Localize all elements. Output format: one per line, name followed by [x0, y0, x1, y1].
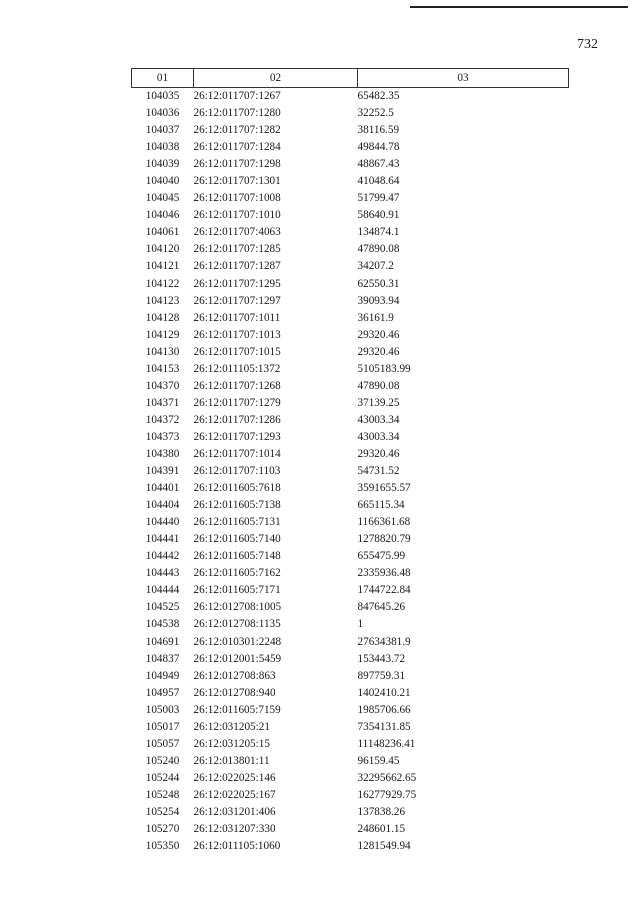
row-id-cell: 104046: [145, 209, 180, 222]
page-number: 732: [577, 37, 598, 52]
table-row: [132, 719, 569, 736]
value-cell: 38116.59: [357, 124, 400, 137]
cadastral-number-cell: 26:12:011105:1060: [193, 840, 281, 853]
cadastral-number-cell: 26:12:022025:167: [193, 788, 276, 801]
cadastral-number-cell: 26:12:011605:7148: [193, 550, 281, 563]
value-cell: 41048.64: [357, 175, 400, 188]
row-id-cell: 104122: [145, 277, 180, 290]
value-cell: 7354131.85: [357, 720, 411, 733]
row-id-cell: 105003: [145, 703, 180, 716]
cadastral-number-cell: 26:12:011707:1287: [193, 260, 281, 273]
value-cell: 58640.91: [357, 209, 400, 222]
cadastral-number-cell: 26:12:011605:7131: [193, 516, 281, 529]
cadastral-number-cell: 26:12:011707:1285: [193, 243, 281, 256]
cadastral-number-cell: 26:12:011707:1013: [193, 328, 281, 341]
table-row: [132, 258, 569, 275]
value-cell: 16277929.75: [357, 788, 417, 801]
value-cell: 47890.08: [357, 379, 400, 392]
value-cell: 27634381.9: [357, 635, 411, 648]
table-row: [132, 565, 569, 582]
table-row: [132, 480, 569, 497]
value-cell: 43003.34: [357, 413, 400, 426]
table-row: [132, 736, 569, 753]
cadastral-number-cell: 26:12:022025:146: [193, 771, 276, 784]
value-cell: 1985706.66: [357, 703, 411, 716]
table-row: [132, 531, 569, 548]
cadastral-number-cell: 26:12:012708:1135: [193, 618, 281, 631]
value-cell: 137838.26: [357, 805, 406, 818]
table-row: [132, 753, 569, 770]
table-row: [132, 241, 569, 258]
row-id-cell: 104404: [145, 499, 180, 512]
cadastral-number-cell: 26:12:031205:21: [193, 720, 270, 733]
row-id-cell: 104123: [145, 294, 180, 307]
column-header: 02: [194, 69, 358, 88]
value-cell: 1278820.79: [357, 533, 411, 546]
row-id-cell: 104370: [145, 379, 180, 392]
row-id-cell: 104957: [145, 686, 180, 699]
cadastral-number-cell: 26:12:011707:1011: [193, 311, 281, 324]
row-id-cell: 104039: [145, 158, 180, 171]
value-cell: 49844.78: [357, 141, 400, 154]
cadastral-number-cell: 26:12:011707:1268: [193, 379, 281, 392]
table-row: [132, 616, 569, 633]
table-row: [132, 173, 569, 190]
table-row: [132, 361, 569, 378]
value-cell: 34207.2: [357, 260, 394, 273]
table-row: [132, 190, 569, 207]
row-id-cell: 104038: [145, 141, 180, 154]
row-id-cell: 104036: [145, 107, 180, 120]
row-id-cell: 104440: [145, 516, 180, 529]
cadastral-number-cell: 26:12:011707:1293: [193, 430, 281, 443]
table-row: [132, 651, 569, 668]
cadastral-number-cell: 26:12:011707:1301: [193, 175, 281, 188]
table-row: [132, 429, 569, 446]
table-row: [132, 787, 569, 804]
value-cell: 48867.43: [357, 158, 400, 171]
row-id-cell: 104444: [145, 584, 180, 597]
column-header: 03: [358, 69, 569, 88]
cadastral-number-cell: 26:12:012708:940: [193, 686, 276, 699]
value-cell: 3591655.57: [357, 482, 411, 495]
row-id-cell: 104401: [145, 482, 180, 495]
table-row: [132, 412, 569, 429]
table-row: [132, 88, 569, 106]
row-id-cell: 104121: [145, 260, 180, 273]
row-id-cell: 104371: [145, 396, 180, 409]
cadastral-number-cell: 26:12:011605:7171: [193, 584, 281, 597]
table-row: [132, 207, 569, 224]
table-row: [132, 514, 569, 531]
value-cell: 37139.25: [357, 396, 400, 409]
value-cell: 29320.46: [357, 345, 400, 358]
value-cell: 1166361.68: [357, 516, 411, 529]
row-id-cell: 105248: [145, 788, 180, 801]
table-row: [132, 139, 569, 156]
header-row: [132, 69, 569, 88]
cadastral-number-cell: 26:12:011707:1284: [193, 141, 281, 154]
row-id-cell: 104037: [145, 124, 180, 137]
row-id-cell: 104391: [145, 465, 180, 478]
value-cell: 5105183.99: [357, 362, 411, 375]
cadastral-number-cell: 26:12:011707:1103: [193, 465, 281, 478]
table-row: [132, 548, 569, 565]
value-cell: 665115.34: [357, 499, 405, 512]
table-row: [132, 634, 569, 651]
row-id-cell: 104128: [145, 311, 180, 324]
value-cell: 134874.1: [357, 226, 400, 239]
row-id-cell: 104525: [145, 601, 180, 614]
value-cell: 47890.08: [357, 243, 400, 256]
cadastral-number-cell: 26:12:031205:15: [193, 737, 270, 750]
cadastral-number-cell: 26:12:031207:330: [193, 823, 276, 836]
value-cell: 897759.31: [357, 669, 406, 682]
cadastral-number-cell: 26:12:011605:7140: [193, 533, 281, 546]
cadastral-number-cell: 26:12:011707:1295: [193, 277, 281, 290]
cadastral-number-cell: 26:12:011707:1267: [193, 90, 281, 103]
row-id-cell: 104130: [145, 345, 180, 358]
cadastral-number-cell: 26:12:031201:406: [193, 805, 276, 818]
cadastral-number-cell: 26:12:011707:1298: [193, 158, 281, 171]
cadastral-number-cell: 26:12:010301:2248: [193, 635, 282, 648]
row-id-cell: 104061: [145, 226, 180, 239]
value-cell: 65482.35: [357, 90, 400, 103]
value-cell: 11148236.41: [357, 737, 416, 750]
table-row: [132, 156, 569, 173]
value-cell: 36161.9: [357, 311, 394, 324]
cadastral-number-cell: 26:12:011707:1010: [193, 209, 281, 222]
cadastral-number-cell: 26:12:011605:7159: [193, 703, 281, 716]
value-cell: 54731.52: [357, 465, 400, 478]
row-id-cell: 105017: [145, 720, 180, 733]
top-rule: [410, 6, 628, 8]
value-cell: 29320.46: [357, 448, 400, 460]
cadastral-number-cell: 26:12:011707:1280: [193, 107, 281, 120]
cadastral-number-cell: 26:12:011707:1282: [193, 124, 281, 137]
cadastral-number-cell: 26:12:011707:1014: [193, 448, 281, 460]
row-id-cell: 104380: [145, 448, 180, 460]
cadastral-number-cell: 26:12:011605:7138: [193, 499, 281, 512]
table-row: [132, 395, 569, 412]
value-cell: 43003.34: [357, 430, 400, 443]
row-id-cell: 104691: [145, 635, 180, 648]
cadastral-number-cell: 26:12:011707:1297: [193, 294, 281, 307]
value-cell: 51799.47: [357, 192, 400, 205]
row-id-cell: 104045: [145, 192, 180, 205]
row-id-cell: 105350: [145, 840, 180, 853]
value-cell: 1281549.94: [357, 840, 411, 853]
row-id-cell: 104443: [145, 567, 180, 580]
row-id-cell: 104441: [145, 533, 180, 546]
table-row: [132, 702, 569, 719]
cadastral-number-cell: 26:12:011605:7162: [193, 567, 281, 580]
cadastral-number-cell: 26:12:011707:1015: [193, 345, 281, 358]
cadastral-number-cell: 26:12:011707:1286: [193, 413, 281, 426]
value-cell: 62550.31: [357, 277, 400, 290]
table-row: [132, 821, 569, 838]
row-id-cell: 104153: [145, 362, 180, 375]
value-cell: 2335936.48: [357, 567, 411, 580]
row-id-cell: 104442: [145, 550, 180, 563]
table-row: [132, 838, 569, 855]
table-row: [132, 668, 569, 685]
table-row: [132, 276, 569, 293]
table-row: [132, 344, 569, 361]
value-cell: 1: [357, 618, 364, 631]
cadastral-number-cell: 26:12:012708:863: [193, 669, 276, 682]
row-id-cell: 105240: [145, 754, 180, 767]
row-id-cell: 105254: [145, 805, 180, 818]
value-cell: 1402410.21: [357, 686, 411, 699]
table-row: [132, 582, 569, 599]
table-row: [132, 293, 569, 310]
row-id-cell: 104120: [145, 243, 180, 256]
table-body: [132, 88, 569, 856]
value-cell: 655475.99: [357, 550, 406, 563]
data-table: [131, 68, 569, 855]
cadastral-number-cell: 26:12:012001:5459: [193, 652, 282, 665]
value-cell: 153443.72: [357, 652, 406, 665]
table-row: [132, 463, 569, 480]
value-cell: 1744722.84: [357, 584, 411, 597]
row-id-cell: 105244: [145, 771, 180, 784]
row-id-cell: 104035: [145, 90, 180, 103]
value-cell: 39093.94: [357, 294, 400, 307]
table-row: [132, 599, 569, 616]
table-row: [132, 770, 569, 787]
table-row: [132, 446, 569, 463]
cadastral-number-cell: 26:12:013801:11: [193, 754, 270, 767]
value-cell: 32252.5: [357, 107, 394, 120]
table-row: [132, 122, 569, 139]
table-row: [132, 224, 569, 241]
table-row: [132, 105, 569, 122]
value-cell: 847645.26: [357, 601, 406, 614]
row-id-cell: 104129: [145, 328, 180, 341]
table-row: [132, 685, 569, 702]
value-cell: 96159.45: [357, 754, 400, 767]
row-id-cell: 104040: [145, 175, 180, 188]
cadastral-number-cell: 26:12:011707:1279: [193, 396, 281, 409]
table-row: [132, 497, 569, 514]
table-row: [132, 327, 569, 344]
cadastral-number-cell: 26:12:012708:1005: [193, 601, 282, 614]
cadastral-number-cell: 26:12:011707:1008: [193, 192, 281, 205]
row-id-cell: 104837: [145, 652, 180, 665]
table-row: [132, 310, 569, 327]
value-cell: 29320.46: [357, 328, 400, 341]
row-id-cell: 105270: [145, 823, 180, 836]
row-id-cell: 105057: [145, 737, 180, 750]
row-id-cell: 104538: [145, 618, 180, 631]
value-cell: 248601.15: [357, 823, 406, 836]
row-id-cell: 104949: [145, 669, 180, 682]
column-header: 01: [132, 69, 194, 88]
row-id-cell: 104372: [145, 413, 180, 426]
cadastral-number-cell: 26:12:011105:1372: [193, 362, 281, 375]
cadastral-number-cell: 26:12:011605:7618: [193, 482, 281, 495]
table-row: [132, 804, 569, 821]
row-id-cell: 104373: [145, 430, 180, 443]
cadastral-number-cell: 26:12:011707:4063: [193, 226, 281, 239]
value-cell: 32295662.65: [357, 771, 417, 784]
table-row: [132, 378, 569, 395]
